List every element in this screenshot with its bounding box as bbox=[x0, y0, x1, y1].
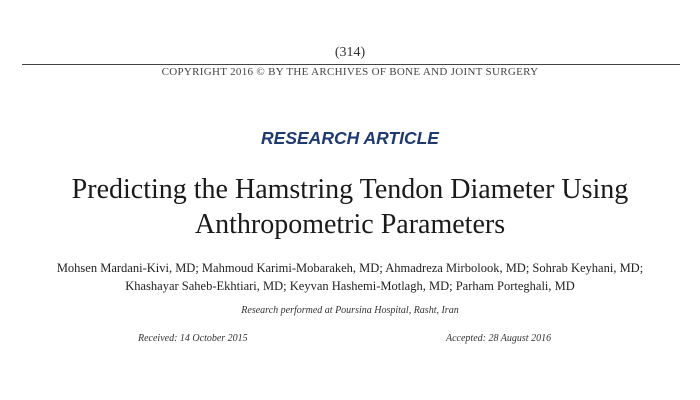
article-title-line-1: Predicting the Hamstring Tendon Diameter Using bbox=[71, 174, 629, 205]
received-date: Received: 14 October 2015 bbox=[138, 333, 248, 344]
page-number: (314) bbox=[334, 45, 366, 60]
article-title bbox=[20, 172, 680, 242]
article-title-line-2: Anthropometric Parameters bbox=[194, 209, 506, 240]
accepted-date: Accepted: 28 August 2016 bbox=[446, 333, 552, 344]
affiliation-note: Research performed at Poursina Hospital, Rasht, Iran bbox=[241, 305, 459, 316]
author-line-2: Khashayar Saheb-Ekhtiari, MD; Keyvan Hashemi-Motlagh, MD; Parham Porteghali, MD bbox=[125, 279, 575, 293]
header-divider bbox=[22, 64, 680, 65]
author-line-1: Mohsen Mardani-Kivi, MD; Mahmoud Karimi-Mobarakeh, MD; Ahmadreza Mirbolook, MD; Sohrab Keyhani, MD; bbox=[56, 261, 644, 275]
author-list bbox=[20, 259, 680, 295]
copyright-notice: COPYRIGHT 2016 © BY THE ARCHIVES OF BONE AND JOINT SURGERY bbox=[161, 66, 539, 78]
article-type-label: RESEARCH ARTICLE bbox=[261, 128, 439, 148]
